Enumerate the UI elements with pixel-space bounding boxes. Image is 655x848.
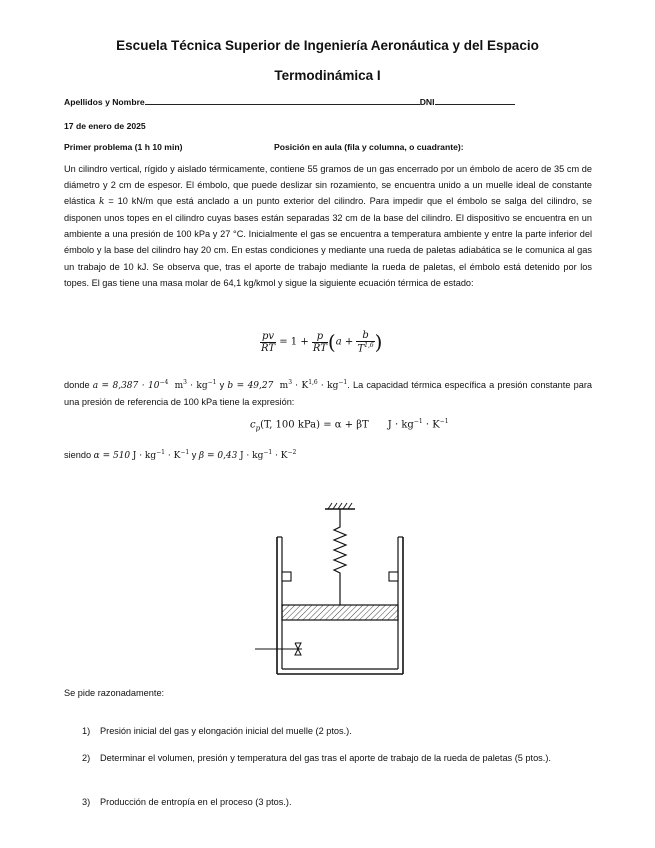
question-1-number: 1)	[82, 726, 91, 736]
cp-units-exp-2: −1	[439, 418, 449, 425]
exam-date: 17 de enero de 2025	[64, 121, 146, 131]
b-units-rest-exponent: −1	[338, 379, 348, 386]
cp-expression: (T, 100 kPa) = α + βT	[260, 419, 369, 431]
lhs-fraction	[260, 331, 276, 354]
a-units-exponent: −1	[207, 379, 217, 386]
name-blank[interactable]	[145, 95, 420, 105]
dni-blank[interactable]	[435, 95, 515, 105]
and-1: y	[216, 380, 228, 391]
cp-symbol: c	[250, 419, 256, 431]
constants-text: donde $a = 8,387 \cdot 10^{-4}$ $m^3 \cdot kg^{-1}$ y b = 49,27 $m^3 \cdot K^{1,6} \cdot kg^{-1}$. La capacidad térmica específica a presión constante para una presión de referencia de 100 kPa tiene la expresión:	[64, 379, 592, 408]
student-info-line	[64, 95, 515, 107]
question-2-text: Determinar el volumen, presión y temperatura del gas tras el aporte de trabajo de la rueda de paletas (5 ptos.).	[100, 753, 551, 763]
b-units-mid: · K	[295, 381, 309, 392]
spring-anchor	[325, 503, 355, 509]
p-numerator: p	[312, 331, 328, 343]
problem-heading: Primer problema (1 h 10 min)	[64, 142, 183, 152]
lhs-denominator: RT	[261, 342, 276, 354]
question-2-number: 2)	[82, 753, 91, 763]
b-numerator: b	[356, 330, 374, 342]
cp-units: J · kg	[387, 419, 414, 431]
lhs-numerator: pv	[261, 330, 275, 342]
equals-one-plus: = 1 +	[279, 336, 309, 348]
a-plus: a +	[335, 336, 354, 348]
state-equation	[260, 330, 382, 354]
a-units-m: m	[174, 381, 184, 392]
beta-value: β = 0,43	[198, 451, 238, 462]
right-stop	[389, 572, 398, 581]
spring	[334, 509, 346, 605]
problem-statement	[64, 161, 592, 291]
statement-part-1: Un cilindro vertical, rígido y aislado térmicamente, contiene 55 gramos de un gas encerrado por un émbolo de acero de 35 cm de diámetro y 2 cm de espesor. El émbolo, que puede deslizar sin rozamiento, se encuentra unido a un muelle ideal de constante elástica	[64, 164, 592, 207]
left-stop	[282, 572, 291, 581]
p-denominator: RT	[312, 342, 327, 354]
beta-units: J · kg	[239, 451, 264, 462]
spring-constant-symbol: k	[99, 197, 105, 208]
dni-label: DNI	[419, 97, 435, 107]
alpha-exp-1: −1	[156, 449, 165, 456]
question-3-number: 3)	[82, 797, 91, 807]
course-title: Termodinámica I	[274, 68, 381, 83]
b-units-rest: · kg	[320, 381, 339, 392]
alpha-units: J · kg	[132, 451, 157, 462]
problem-heading-row	[64, 142, 464, 152]
open-paren: (	[327, 330, 336, 355]
a-units-rest: · kg	[190, 381, 208, 392]
cp-equation	[250, 418, 449, 432]
school-title: Escuela Técnica Superior de Ingeniería Aeronáutica y del Espacio	[116, 38, 539, 53]
a-exponent: −4	[159, 379, 169, 386]
cp-units-exp-1: −1	[413, 418, 423, 425]
name-label: Apellidos y Nombre	[64, 97, 145, 107]
alpha-exp-2: −1	[180, 449, 190, 456]
beta-exp-2: −2	[287, 449, 297, 456]
siendo-prefix: siendo	[64, 450, 94, 461]
classroom-position-label: Posición en aula (fila y columna, o cuadrante):	[274, 142, 464, 152]
piston	[282, 605, 398, 620]
cylinder-diagram	[250, 497, 430, 682]
paddle-wheel	[255, 643, 302, 655]
b-denominator	[356, 342, 374, 354]
constants-suffix: . La capacidad térmica específica a presión constante para una presión de referencia de 100 kPa tiene la expresión:	[64, 380, 592, 408]
b-units-mid-exponent: 1,6	[308, 379, 318, 386]
siendo-line	[64, 449, 296, 461]
b-den-exponent: 1,6	[364, 342, 374, 349]
a-value: a = 8,387 · 10	[92, 381, 160, 392]
alpha-value: α = 510	[93, 451, 131, 462]
statement-part-2: = 10 kN/m que está anclado a un punto exterior del cilindro. Para impedir que el émbolo se salga del cilindro, se disponen unos topes en el cilindro cuyas bases están separadas 32 cm de la base del cilindro. El dispositivo se encuentra en un ambiente a una presión de 100 kPa y 27 °C. Inicialmente el gas se encuentra a temperatura ambiente y entre la parte inferior del émbolo y la base del cilindro hay 20 cm. En estas condiciones y mediante una rueda de paletas adiabática se le comunica al gas un trabajo de 10 kJ. Se observa que, tras el aporte de trabajo mediante la rueda de paletas, el émbolo está detenido por los topes. El gas tiene una masa molar de 64,1 kg/kmol y sigue la siguiente ecuación térmica de estado:	[64, 196, 592, 288]
siendo-and: y	[189, 450, 199, 461]
cp-units-mid: · K	[422, 419, 440, 431]
alpha-units-mid: · K	[165, 451, 181, 462]
b-units-m: m	[279, 381, 289, 392]
cp-subscript: p	[255, 424, 261, 433]
question-1-text: Presión inicial del gas y elongación inicial del muelle (2 ptos.).	[100, 726, 352, 736]
p-fraction	[312, 331, 328, 354]
b-den-T: T	[357, 343, 365, 355]
constants-prefix: donde	[64, 380, 93, 391]
beta-exp-1: −1	[263, 449, 273, 456]
b-value: b = 49,27	[227, 381, 274, 392]
beta-units-mid: · K	[272, 451, 288, 462]
requirements-prompt: Se pide razonadamente:	[64, 688, 165, 698]
close-paren: )	[374, 330, 383, 355]
question-3-text: Producción de entropía en el proceso (3 ptos.).	[100, 797, 292, 807]
b-fraction	[356, 330, 374, 354]
